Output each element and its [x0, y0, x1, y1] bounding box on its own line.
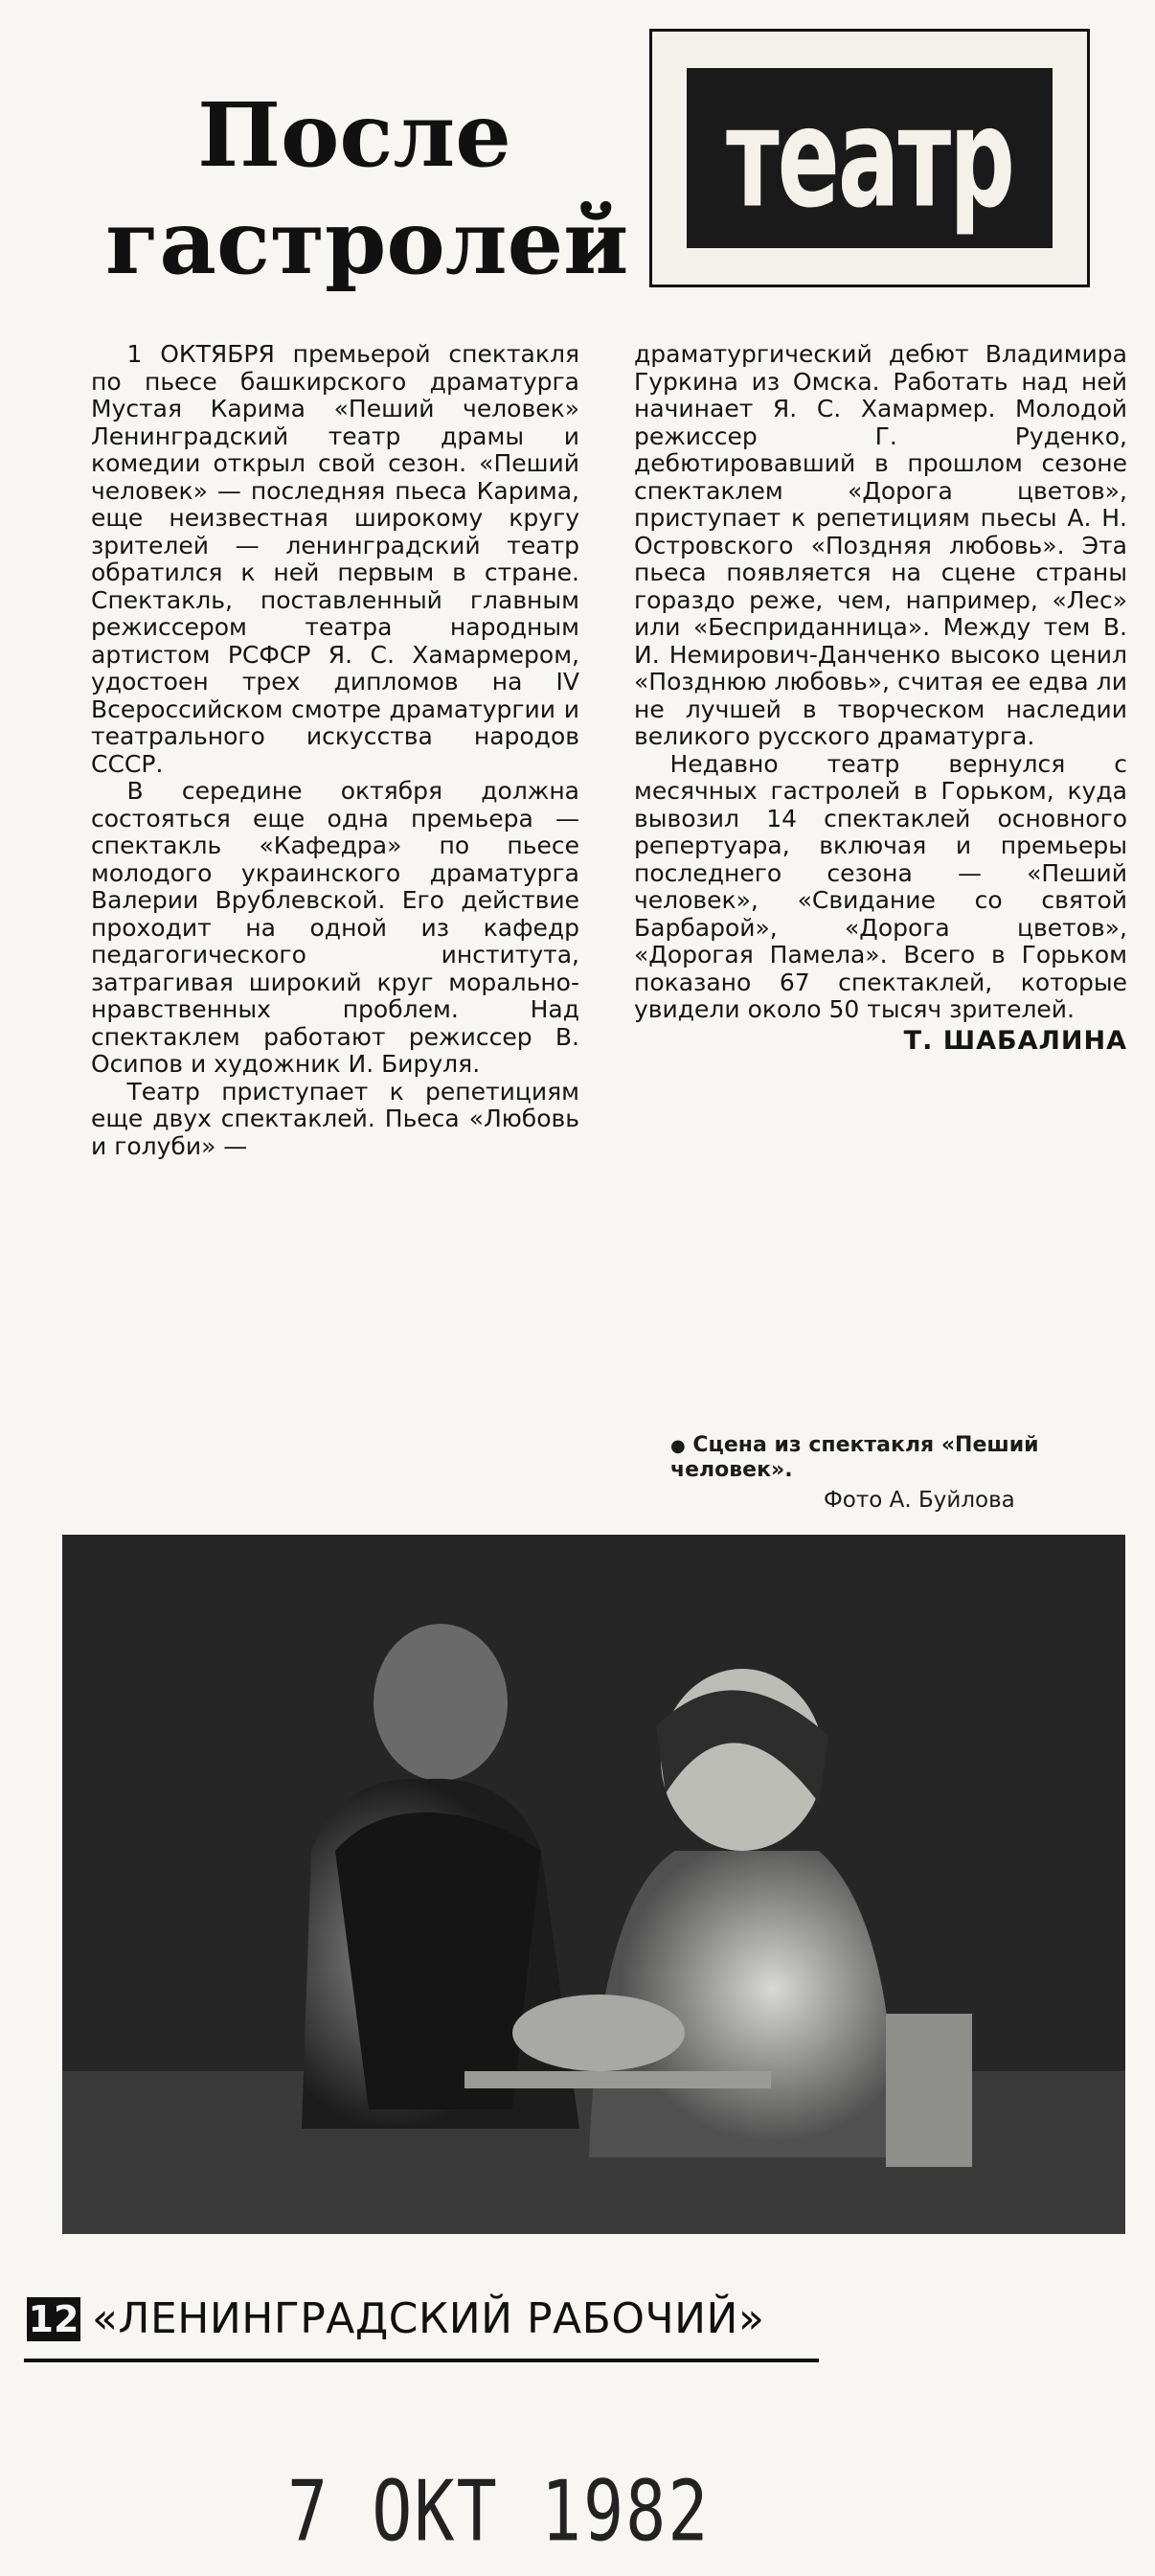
article-paragraph: 1 ОКТЯБРЯ премьерой спектакля по пьесе башкирского драматурга Мустая Карима «Пеший человек» Ленинградский театр драмы и комедии открыл свой сезон. «Пеший человек» — последняя пьеса Карима, еще неизвестная широкому кругу зрителей — ленинградский театр обратился к ней первым в стране. Спектакль, поставленный главным режиссером театра народным артистом РСФСР Я. С. Хамармером, удостоен трех дипломов на IV Всероссийском смотре драматургии и театрального искусства народов СССР.: [91, 340, 579, 778]
footer-divider: [24, 2359, 819, 2362]
rubric-panel: [687, 68, 1053, 248]
stage-photo-image: [62, 1535, 1125, 2234]
article-paragraph: Театр приступает к репетициям еще двух спектаклей. Пьеса «Любовь и голуби» —: [91, 1077, 579, 1160]
article-headline: [105, 81, 629, 296]
caption-bullet: ●: [670, 1436, 686, 1456]
article-paragraph: драматургический дебют Владимира Гуркина из Омска. Работать над ней начинает Я. С. Хамармер. Молодой режиссер Г. Руденко, дебютировавший в прошлом сезоне спектаклем «Дорога цветов», приступает к репетициям пьесы А. Н. Островского «Поздняя любовь». Эта пьеса появляется на сцене страны гораздо реже, чем, например, «Лес» или «Бесприданница». Между тем В. И. Немирович-Данченко высоко ценил «Позднюю любовь», считая ее едва ли не лучшей в творческом наследии великого русского драматурга.: [634, 340, 1127, 750]
date-stamp: 7 ОКТ 1982: [287, 2462, 711, 2561]
rubric-label: театр: [726, 78, 1013, 239]
headline-line-2: гастролей: [105, 191, 629, 294]
page-number: 12: [28, 2298, 79, 2340]
stage-photo: [62, 1535, 1125, 2234]
caption-text: Сцена из спектакля «Пеший человек».: [670, 1433, 1039, 1482]
photo-credit: Фото А. Буйлова: [824, 1488, 1015, 1513]
headline-line-1: После: [197, 83, 511, 187]
photo-caption: [670, 1433, 1121, 1482]
author-signature: Т. ШАБАЛИНА: [903, 1025, 1127, 1056]
article-column-right: [634, 341, 1127, 1055]
newspaper-title: «ЛЕНИНГРАДСКИЙ РАБОЧИЙ»: [92, 2294, 765, 2343]
article-paragraph: Недавно театр вернулся с месячных гастролей в Горьком, куда вывозил 14 спектаклей основного репертуара, включая и премьеры последнего сезона — «Пеший человек», «Свидание со святой Барбарой», «Дорога цветов», «Дорогая Памела». Всего в Горьком показано 67 спектаклей, которые увидели около 50 тысяч зрителей.: [634, 749, 1127, 1023]
article-paragraph: В середине октября должна состояться еще одна премьера — спектакль «Кафедра» по пьесе молодого украинского драматурга Валерии Врублевской. Его действие проходит на одной из кафедр педагогического института, затрагивая широкий круг морально-нравственных проблем. Над спектаклем работают режиссер В. Осипов и художник И. Бируля.: [91, 777, 579, 1078]
rubric-box: [649, 29, 1090, 287]
article-column-left: [91, 341, 579, 1160]
